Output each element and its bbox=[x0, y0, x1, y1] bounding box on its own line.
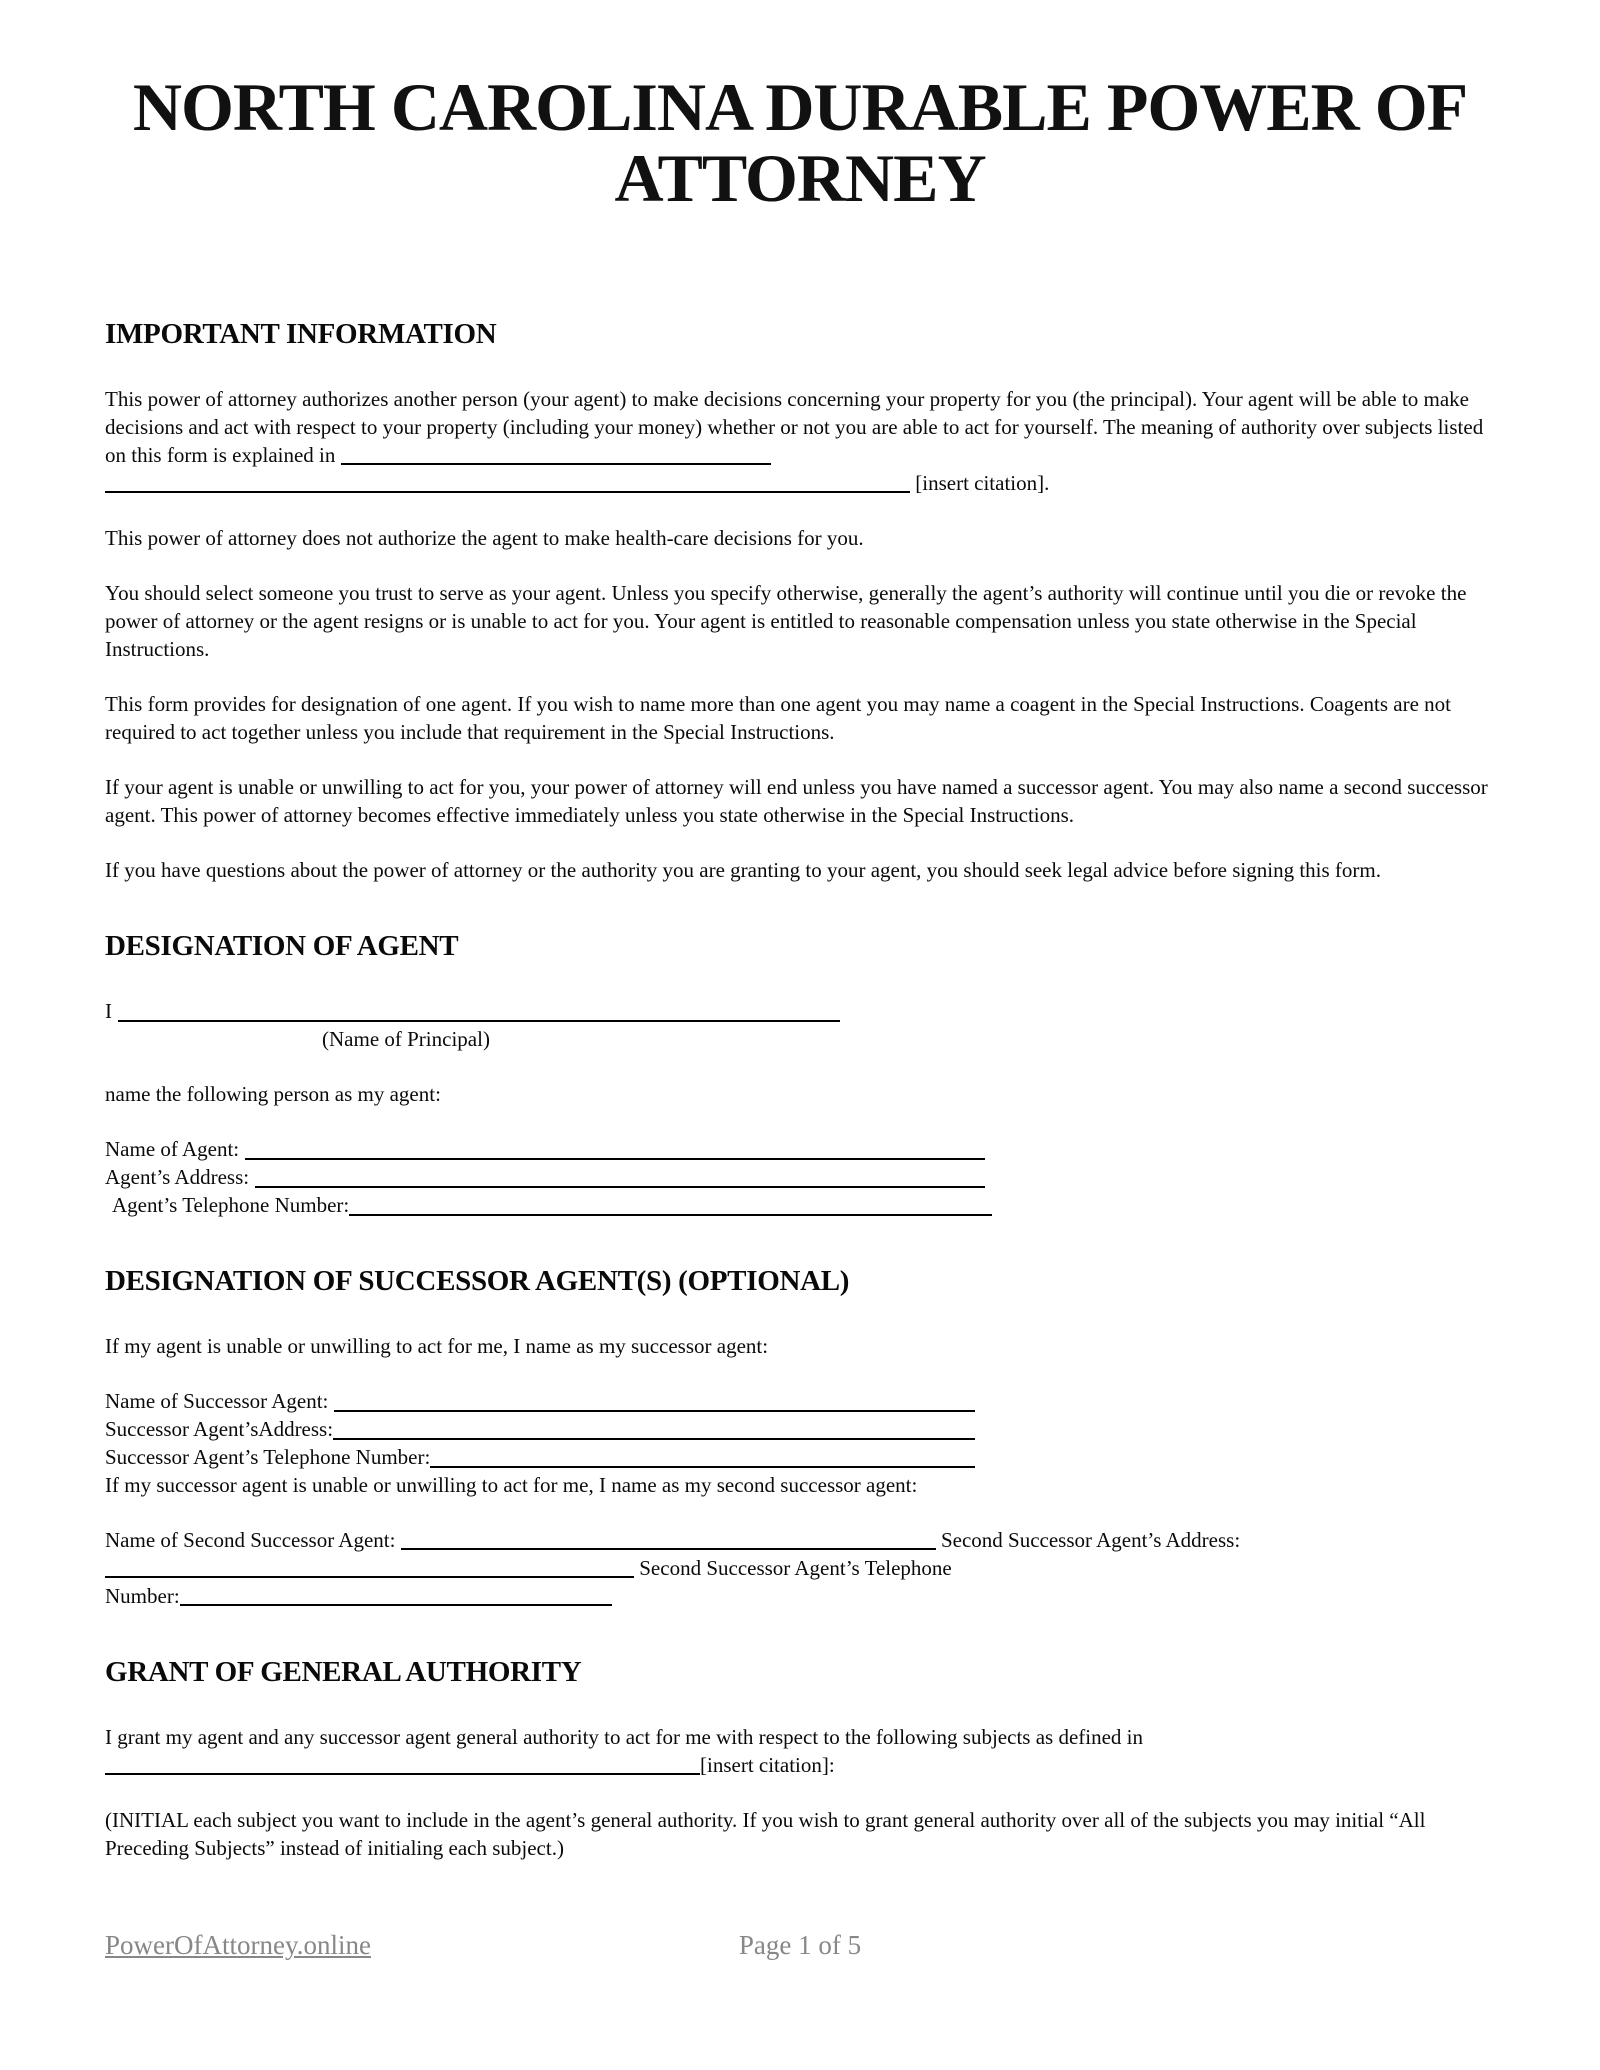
heading-designation-of-successor: DESIGNATION OF SUCCESSOR AGENT(S) (OPTIONAL) bbox=[105, 1264, 850, 1297]
paragraph-select-agent: You should select someone you trust to serve as your agent. Unless you specify otherwise, generally the agent’s authority will continue until you die or revoke the power of attorney or the agent resigns or is unable to act for you. Your agent is entitled to reasonable compensation unless you state otherwise in the Special Instructions. bbox=[105, 580, 1467, 661]
grant-intro-paragraph bbox=[105, 1723, 1495, 1779]
principal-prefix: I bbox=[105, 998, 112, 1023]
successor-address-blank bbox=[333, 1415, 975, 1440]
citation-blank-line-1 bbox=[341, 445, 771, 465]
paragraph-successor: If your agent is unable or unwilling to act for you, your power of attorney will end unless you have named a successor agent. You may also name a second successor agent. This power of attorney becomes effective immediately unless you state otherwise in the Special Instructions. bbox=[105, 774, 1488, 827]
footer-page-number: Page 1 of 5 bbox=[738, 1930, 862, 1960]
paragraph-one-agent: This form provides for designation of one agent. If you wish to name more than one agent you may name a coagent in the Special Instructions. Coagents are not required to act together unless you include that requirement in the Special Instructions. bbox=[105, 691, 1451, 744]
agent-name-label: Name of Agent: bbox=[105, 1136, 240, 1161]
second-successor-address-label: Second Successor Agent’s Address: bbox=[940, 1527, 1241, 1552]
field-row-agent-phone bbox=[105, 1191, 992, 1219]
heading-designation-of-agent: DESIGNATION OF AGENT bbox=[105, 929, 459, 962]
agent-address-blank bbox=[255, 1163, 985, 1188]
second-successor-name-blank bbox=[401, 1530, 936, 1550]
successor-name-label: Name of Successor Agent: bbox=[105, 1388, 329, 1413]
paragraph-legal-advice: If you have questions about the power of attorney or the authority you are granting to your agent, you should seek legal advice before signing this form. bbox=[105, 857, 1381, 882]
successor-intro: If my agent is unable or unwilling to act for me, I name as my successor agent: bbox=[105, 1333, 769, 1358]
field-row-successor-name bbox=[105, 1387, 975, 1415]
principal-name-line bbox=[105, 997, 840, 1025]
paragraph-authority-text: This power of attorney authorizes another person (your agent) to make decisions concerning your property for you (the principal). Your agent will be able to make decisions and act with respect to your property (including your money) whether or not you are able to act for yourself. The meaning of authority over subjects listed on this form is explained in bbox=[105, 386, 1484, 467]
successor-address-label: Successor Agent’sAddress: bbox=[105, 1416, 334, 1441]
successor-phone-blank bbox=[430, 1443, 975, 1468]
successor-phone-label: Successor Agent’s Telephone Number: bbox=[105, 1444, 431, 1469]
second-successor-phone-blank bbox=[180, 1586, 612, 1606]
field-row-successor-address bbox=[105, 1415, 975, 1443]
second-successor-name-label: Name of Second Successor Agent: bbox=[105, 1527, 396, 1552]
second-successor-phone-label-line2: Number: bbox=[105, 1583, 180, 1608]
grant-citation-suffix: [insert citation]: bbox=[700, 1752, 835, 1777]
citation-blank-line-2 bbox=[105, 473, 910, 493]
successor-name-blank bbox=[334, 1387, 975, 1412]
field-row-successor-phone bbox=[105, 1443, 975, 1471]
heading-grant-of-general-authority: GRANT OF GENERAL AUTHORITY bbox=[105, 1655, 582, 1688]
second-successor-address-blank bbox=[105, 1558, 634, 1578]
agent-phone-blank bbox=[349, 1191, 992, 1216]
paragraph-healthcare: This power of attorney does not authorize the agent to make health-care decisions for you. bbox=[105, 525, 864, 550]
agent-name-blank bbox=[245, 1135, 985, 1160]
page-title: NORTH CAROLINA DURABLE POWER OF ATTORNEY bbox=[132, 69, 1468, 217]
second-successor-phone-label-line1: Second Successor Agent’s Telephone bbox=[639, 1555, 952, 1580]
field-row-agent-name bbox=[105, 1135, 985, 1163]
field-row-agent-address bbox=[105, 1163, 985, 1191]
insert-citation-text: [insert citation]. bbox=[915, 470, 1050, 495]
grant-intro-text: I grant my agent and any successor agent general authority to act for me with respect to the following subjects as defined in bbox=[105, 1724, 1144, 1749]
principal-caption: (Name of Principal) bbox=[322, 1026, 490, 1051]
footer-site-link[interactable]: PowerOfAttorney.online bbox=[105, 1930, 371, 1960]
agent-fields bbox=[105, 1135, 1495, 1219]
second-successor-lines bbox=[105, 1526, 1495, 1610]
successor-fields bbox=[105, 1332, 1495, 1610]
grant-citation-blank bbox=[105, 1755, 700, 1775]
grant-initial-note: (INITIAL each subject you want to include in the agent’s general authority. If you wish to grant general authority over all of the subjects you may initial “All Preceding Subjects” instead of initialing each subject.) bbox=[105, 1807, 1426, 1860]
principal-name-blank bbox=[118, 997, 840, 1022]
paragraph-authority-explained bbox=[105, 385, 1495, 497]
second-successor-intro: If my successor agent is unable or unwilling to act for me, I name as my second successor agent: bbox=[105, 1472, 918, 1497]
heading-important-information: IMPORTANT INFORMATION bbox=[105, 317, 497, 350]
agent-phone-label: Agent’s Telephone Number: bbox=[112, 1192, 350, 1217]
agent-intro: name the following person as my agent: bbox=[105, 1081, 441, 1106]
agent-address-label: Agent’s Address: bbox=[105, 1164, 250, 1189]
